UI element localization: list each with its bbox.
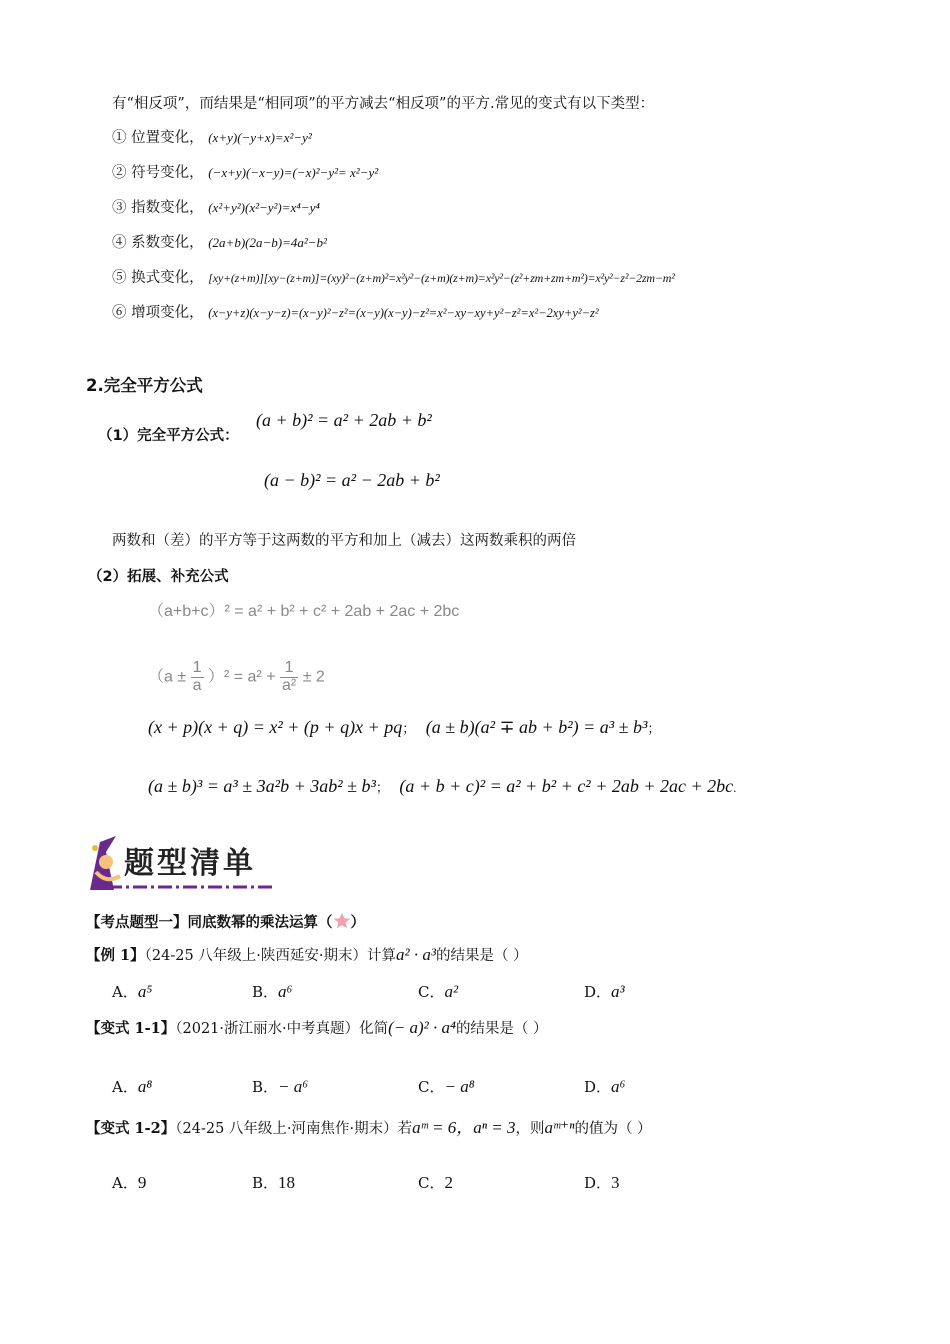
question-expr2: aᵐ⁺ⁿ bbox=[544, 1118, 575, 1137]
question-expr: aᵐ = 6，aⁿ = 3 bbox=[412, 1118, 516, 1137]
option-c[interactable] bbox=[418, 1076, 475, 1097]
option-value: a² bbox=[444, 982, 459, 1001]
variant-num: ⑤ bbox=[112, 270, 127, 286]
formula-square-diff: (a − b)² = a² − 2ab + b² bbox=[264, 470, 440, 490]
variant-num: ⑥ bbox=[112, 305, 127, 321]
topic1-heading-text: 【考点题型一】同底数幂的乘法运算（ bbox=[86, 915, 333, 931]
banner-title: 题型清单 bbox=[124, 846, 256, 881]
option-value: a⁸ bbox=[137, 1077, 153, 1096]
option-value: 3 bbox=[611, 1173, 620, 1192]
intro-line: 有“相反项”，而结果是“相同项”的平方减去“相反项”的平方.常见的变式有以下类型： bbox=[112, 96, 655, 112]
option-letter: A． bbox=[112, 1078, 138, 1096]
question-type-banner bbox=[86, 832, 286, 894]
option-value: a³ bbox=[611, 982, 625, 1001]
variant-label: 指数变化， bbox=[131, 200, 204, 216]
question-expr: (− a)² · a⁴ bbox=[388, 1018, 456, 1037]
question-source: （24-25 八年级上·河南焦作·期末）若 bbox=[175, 1121, 413, 1137]
option-value: 2 bbox=[444, 1173, 453, 1192]
variant-2 bbox=[112, 161, 378, 182]
topic1-heading-close: ） bbox=[350, 915, 365, 931]
option-c[interactable] bbox=[418, 981, 458, 1002]
variant-label: 符号变化， bbox=[131, 165, 204, 181]
sub2-label: （2）拓展、补充公式 bbox=[88, 569, 229, 585]
ext4a: (a ± b)³ = a³ ± 3a²b + 3ab² ± b³ bbox=[148, 776, 376, 796]
variant-num: ① bbox=[112, 130, 127, 146]
variant-formula: (x+y)(−y+x)=x²−y² bbox=[208, 130, 312, 145]
option-value: 18 bbox=[278, 1173, 296, 1192]
question-tail: 的结果是（ ） bbox=[435, 948, 528, 964]
variant-label: 位置变化， bbox=[131, 130, 204, 146]
option-value: a⁵ bbox=[137, 982, 153, 1001]
variant-label: 换式变化， bbox=[131, 270, 204, 286]
option-letter: A． bbox=[112, 1174, 138, 1192]
ext-formula-3 bbox=[148, 717, 660, 738]
variant-label: 增项变化， bbox=[131, 305, 204, 321]
question-source: （2021·浙江丽水·中考真题）化简 bbox=[175, 1021, 389, 1037]
option-letter: C． bbox=[418, 1078, 445, 1096]
ext2-mid: ）² = a² + bbox=[207, 668, 276, 686]
question-tag: 【例 1】 bbox=[86, 947, 145, 964]
option-letter: B． bbox=[252, 1174, 279, 1192]
separator: ； bbox=[647, 721, 661, 736]
option-value: − a⁶ bbox=[278, 1077, 309, 1096]
sub1-label: （1）完全平方公式： bbox=[98, 428, 239, 444]
option-letter: C． bbox=[418, 983, 445, 1001]
option-b[interactable] bbox=[252, 1076, 308, 1097]
ext2-right: ± 2 bbox=[302, 668, 325, 686]
option-a[interactable] bbox=[112, 981, 152, 1002]
ext-formula-4 bbox=[148, 776, 736, 797]
option-d[interactable] bbox=[584, 981, 625, 1002]
variant-formula: (x²+y²)(x²−y²)=x⁴−y⁴ bbox=[208, 200, 320, 215]
ext4b: (a + b + c)² = a² + b² + c² + 2ab + 2ac + 2bc bbox=[399, 776, 734, 796]
variant-5 bbox=[112, 266, 675, 287]
formula-square-sum: (a + b)² = a² + 2ab + b² bbox=[256, 410, 432, 430]
option-d[interactable] bbox=[584, 1172, 620, 1193]
question-tag: 【变式 1-1】 bbox=[86, 1020, 176, 1037]
option-letter: B． bbox=[252, 983, 279, 1001]
ext-formula-2 bbox=[148, 660, 325, 695]
option-value: a⁶ bbox=[611, 1077, 626, 1096]
option-letter: B． bbox=[252, 1078, 279, 1096]
section-title: 2.完全平方公式 bbox=[86, 376, 203, 395]
option-a[interactable] bbox=[112, 1076, 152, 1097]
end-dot: . bbox=[733, 780, 737, 795]
option-letter: D． bbox=[584, 983, 612, 1001]
variant-num: ③ bbox=[112, 200, 127, 216]
variant-formula: (2a+b)(2a−b)=4a²−b² bbox=[208, 235, 327, 250]
question-variant-1-1 bbox=[86, 1017, 548, 1038]
star-icon bbox=[333, 912, 351, 930]
option-letter: A． bbox=[112, 983, 138, 1001]
question-example-1 bbox=[86, 944, 528, 965]
variant-1 bbox=[112, 126, 312, 147]
variant-num: ② bbox=[112, 165, 127, 181]
question-mid: ，则 bbox=[515, 1121, 545, 1137]
ext-formula-1: （a+b+c）² = a² + b² + c² + 2ab + 2ac + 2bc bbox=[148, 603, 460, 620]
option-letter: D． bbox=[584, 1174, 612, 1192]
option-value: − a⁸ bbox=[444, 1077, 475, 1096]
option-letter: D． bbox=[584, 1078, 612, 1096]
variant-formula: [xy+(z+m)][xy−(z+m)]=(xy)²−(z+m)²=x²y²−(z+m)(z+m)=x²y²−(z²+zm+zm+m²)=x²y²−z²−2zm−m² bbox=[208, 271, 675, 285]
variant-label: 系数变化， bbox=[131, 235, 204, 251]
separator: ； bbox=[402, 721, 416, 736]
question-variant-1-2 bbox=[86, 1113, 652, 1138]
variant-num: ④ bbox=[112, 235, 127, 251]
variant-3 bbox=[112, 196, 320, 217]
option-c[interactable] bbox=[418, 1172, 453, 1193]
question-tail: 的值为（ ） bbox=[574, 1121, 652, 1137]
variant-formula: (x−y+z)(x−y−z)=(x−y)²−z²=(x−y)(x−y)−z²=x²−xy−xy+y²−z²=x²−2xy+y²−z² bbox=[208, 306, 599, 320]
formula-description: 两数和（差）的平方等于这两数的平方和加上（减去）这两数乘积的两倍 bbox=[112, 533, 576, 549]
topic1-heading bbox=[86, 911, 365, 932]
option-b[interactable] bbox=[252, 981, 292, 1002]
variant-formula: (−x+y)(−x−y)=(−x)²−y²= x²−y² bbox=[208, 165, 379, 180]
fraction: $\frac{1}{a}$ bbox=[192, 659, 202, 694]
ext3b: (a ± b)(a² ∓ ab + b²) = a³ ± b³ bbox=[425, 717, 648, 737]
variant-6 bbox=[112, 301, 599, 322]
option-letter: C． bbox=[418, 1174, 445, 1192]
question-expr: a² · a³ bbox=[396, 945, 436, 964]
fraction: $\frac{1}{\text{a²}}$ bbox=[282, 659, 297, 694]
ext3a: (x + p)(x + q) = x² + (p + q)x + pq bbox=[148, 717, 403, 737]
question-tag: 【变式 1-2】 bbox=[86, 1120, 176, 1137]
option-d[interactable] bbox=[584, 1076, 625, 1097]
ext2-left: （a ± bbox=[148, 668, 187, 686]
separator: ； bbox=[375, 780, 389, 795]
question-tail: 的结果是（ ） bbox=[455, 1021, 548, 1037]
option-a[interactable] bbox=[112, 1172, 146, 1193]
option-b[interactable] bbox=[252, 1172, 295, 1193]
variant-4 bbox=[112, 231, 327, 252]
option-value: a⁶ bbox=[278, 982, 293, 1001]
question-source: （24-25 八年级上·陕西延安·期末）计算 bbox=[144, 948, 397, 964]
option-value: 9 bbox=[137, 1173, 147, 1192]
